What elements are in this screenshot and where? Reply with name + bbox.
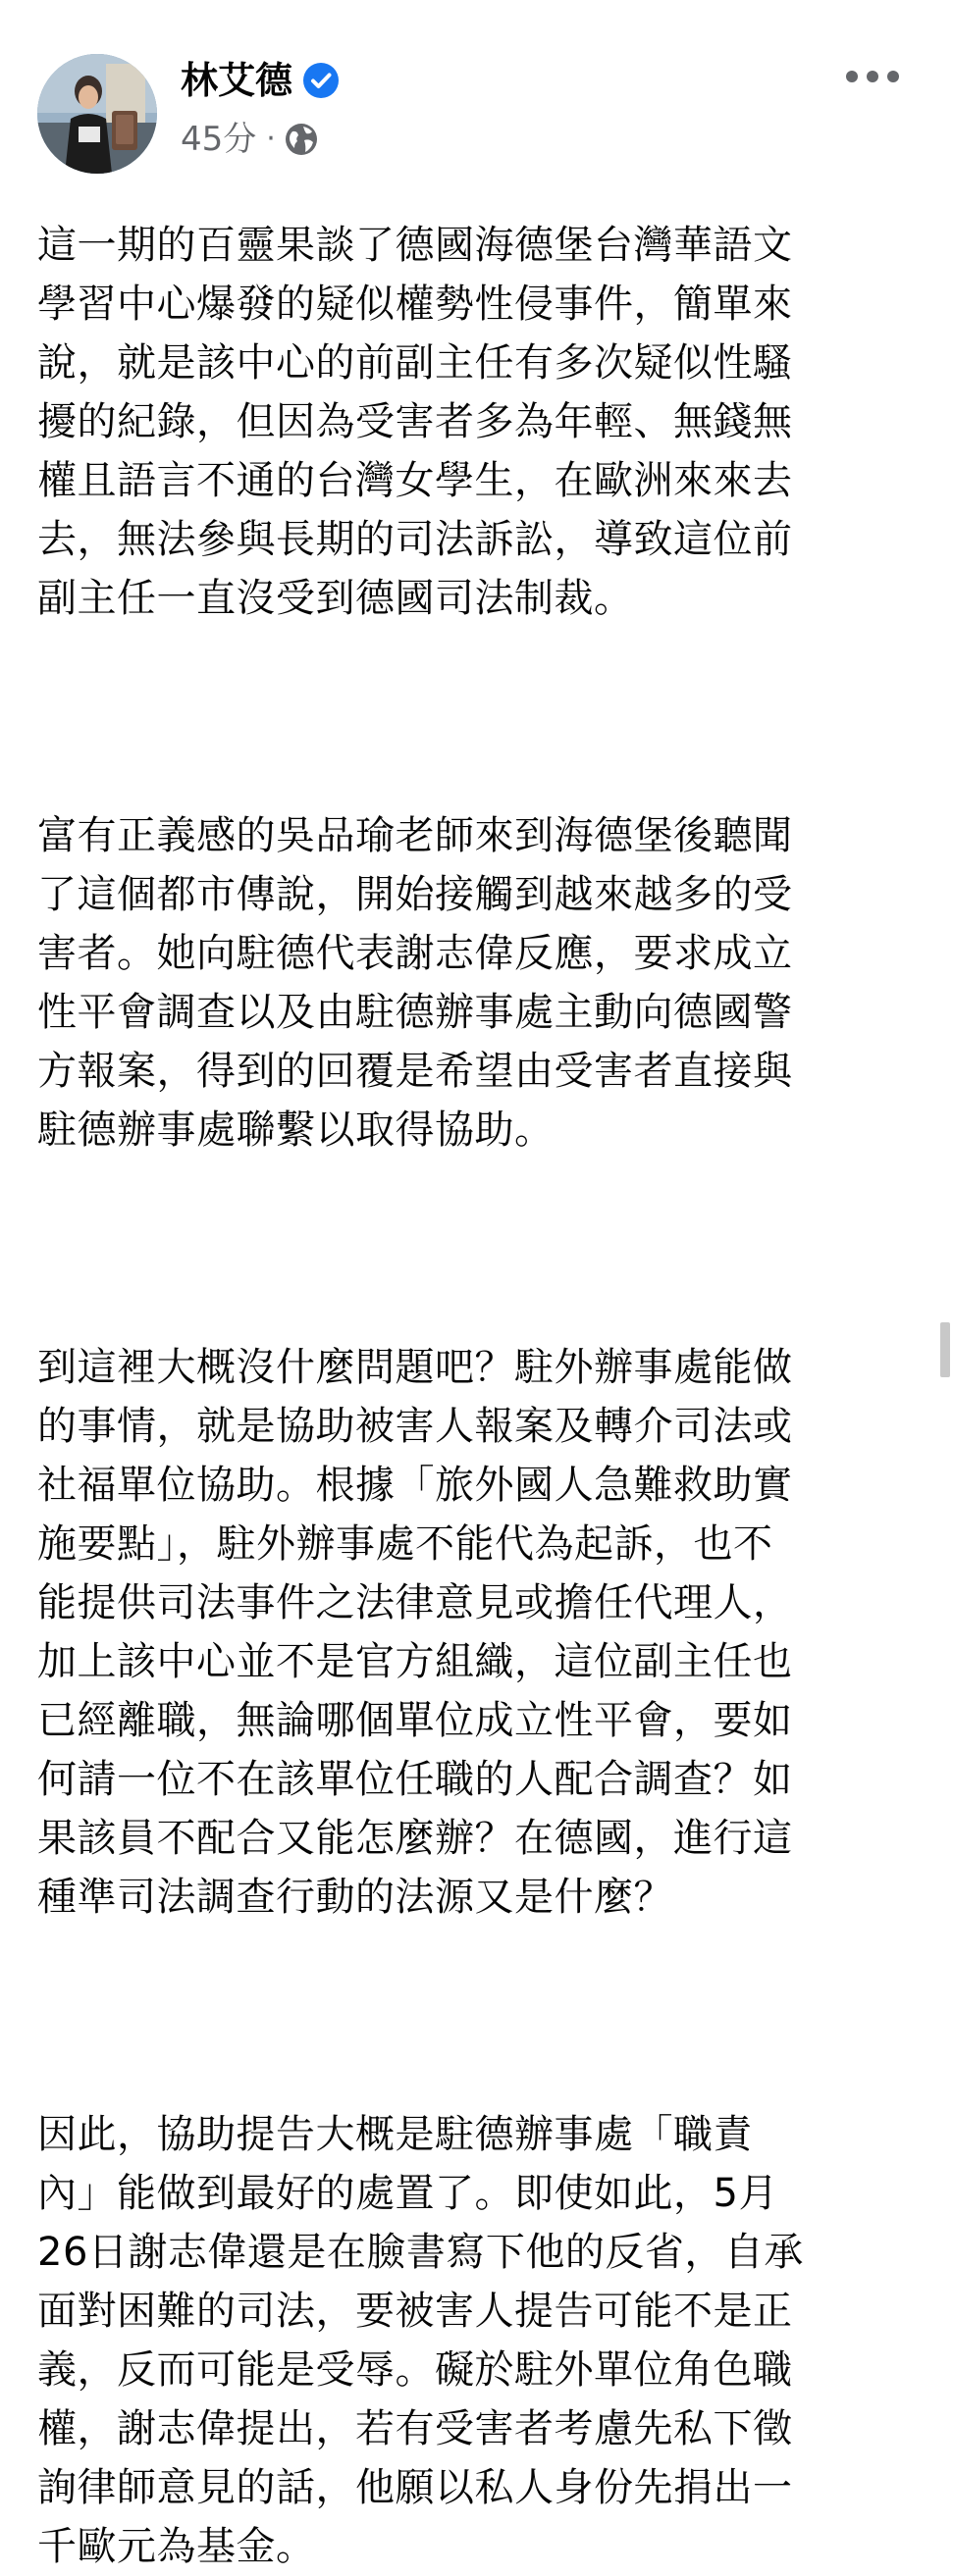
post-paragraph-3: 到這裡大概沒什麼問題吧？駐外辦事處能做 的事情，就是協助被害人報案及轉介司法或 社福單位協助。根據「旅外國人急難救助實 施要點」，駐外辦事處不能代為起訴，也不 能提供司法事件之法律意見或擔任代理人， 加上該中心並不是官方組織，這位副主任也 已經離職，無論哪個單位成立性平會，要如 何請一位不在該單位任職的人配合調查？如 果該員不配合又能怎麼辦？在德國，進行這 種準司法調查行動的法源又是什麼？ [37,1345,793,1920]
post-paragraph-4: 因此，協助提告大概是駐德辦事處「職責 內」能做到最好的處置了。即使如此，5月 26日謝志偉還是在臉書寫下他的反省，自承 面對困難的司法，要被害人提告可能不是正 義，反而可能是受辱。礙於駐外單位角色職 權，謝志偉提出，若有受害者考慮先私下徵 詢律師意見的話，他願以私人身份先捐出一 千歐元為基金。 [37,2112,804,2569]
author-name-row [181,53,340,108]
post-meta [181,116,319,163]
verified-badge-icon [302,62,340,99]
post-timestamp[interactable]: 45分 [181,120,257,159]
profile-photo-icon [37,54,157,174]
post-paragraph-1: 這一期的百靈果談了德國海德堡台灣華語文 學習中心爆發的疑似權勢性侵事件，簡單來 說，就是該中心的前副主任有多次疑似性騷 擾的紀錄，但因為受害者多為年輕、無錢無 權且語言不通的台灣女學生，在歐洲來來去 去，無法參與長期的司法訴訟，導致這位前 副主任一直沒受到德國司法制裁。 [37,223,793,621]
paragraph-spacer [37,1159,911,1338]
more-horizontal-icon [842,57,903,96]
paragraph-spacer [37,1927,911,2105]
scrollbar-thumb[interactable] [940,1322,950,1377]
more-options-button[interactable] [842,57,903,96]
globe-icon[interactable] [284,122,319,157]
post-header [0,0,953,186]
meta-separator: · [266,122,276,156]
paragraph-spacer [37,628,911,806]
author-name[interactable]: 林艾德 [181,59,293,102]
post-paragraph-2: 富有正義感的吳品瑜老師來到海德堡後聽聞 了這個都市傳說，開始接觸到越來越多的受 害者。她向駐德代表謝志偉反應，要求成立 性平會調查以及由駐德辦事處主動向德國警 方報案，得到的回覆是希望由受害者直接與 駐德辦事處聯繫以取得協助。 [37,813,793,1153]
post-body [37,216,911,2576]
author-avatar[interactable] [37,54,157,174]
